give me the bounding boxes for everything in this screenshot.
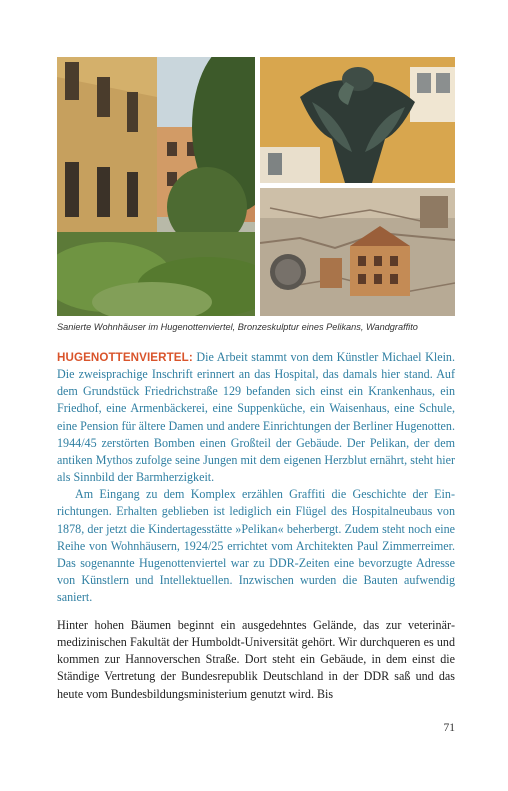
info-paragraph-1-text: Die Arbeit stammt von dem Künstler Michael Klein. Die zweisprachige Inschrift erinnert an das Hospital, das damals hier stand. Auf dem Grundstück Friedrichstraße 129 befanden sich einst ein Krankenhaus, ein Friedhof, eine Armenbäckerei, eine Suppenküche, ein Waisenhaus, eine Schule, eine Pension für ältere Damen und andere Einrichtungen der Berliner Hugenotten. 1944/45 zerstörten Bomben einen Großteil der Gebäude. Der Pelikan, der dem antiken Mythos zufolge seine Jungen mit dem eigenen Herzblut ernährt, steht hier als Sinnbild der Barmherzigkeit. <box>57 350 455 485</box>
info-heading: HUGENOTTENVIERTEL: <box>57 351 193 364</box>
body-text: Hinter hohen Bäumen beginnt ein ausgedehntes Gelände, das zur veterinärmedizinischen Fakultät der Humboldt-Universität gehört. Wir durchqueren es und kommen zur Hannoverschen Straße. Dort steht ein Gebäude, in dem einst die Ständige Vertretung der Bundesrepublik Deutschland in der DDR saß und das heute vom Bundesbildungsministerium genutzt wird. Bis <box>57 618 455 701</box>
photo-pelican-sculpture <box>260 57 455 183</box>
info-paragraph-2: Am Eingang zu dem Komplex erzählen Graffiti die Geschichte der Einrichtungen. Erhalten geblieben ist lediglich ein Flügel des Hospitalneubaus von 1878, der jetzt die Kindertagesstätte »Pelikan« beherbergt. Zudem steht noch eine Reihe von Wohnhäusern, 1924/25 errichtet vom Architekten Paul Zimmerreimer. Das sogenannte Hugenottenviertel war zu DDR-Zeiten eine bevorzugte Adresse von Künstlern und Intellektuellen. Inzwischen wurden die Bauten aufwendig saniert. <box>57 487 455 605</box>
page-number: 71 <box>443 722 455 734</box>
photo-buildings <box>57 57 255 316</box>
photo-wall-graffito <box>260 188 455 316</box>
photo-caption: Sanierte Wohnhäuser im Hugenottenviertel, Bronzeskulptur eines Pelikans, Wandgraffito <box>57 322 418 332</box>
info-paragraph-1 <box>57 349 455 486</box>
info-box <box>57 349 455 606</box>
